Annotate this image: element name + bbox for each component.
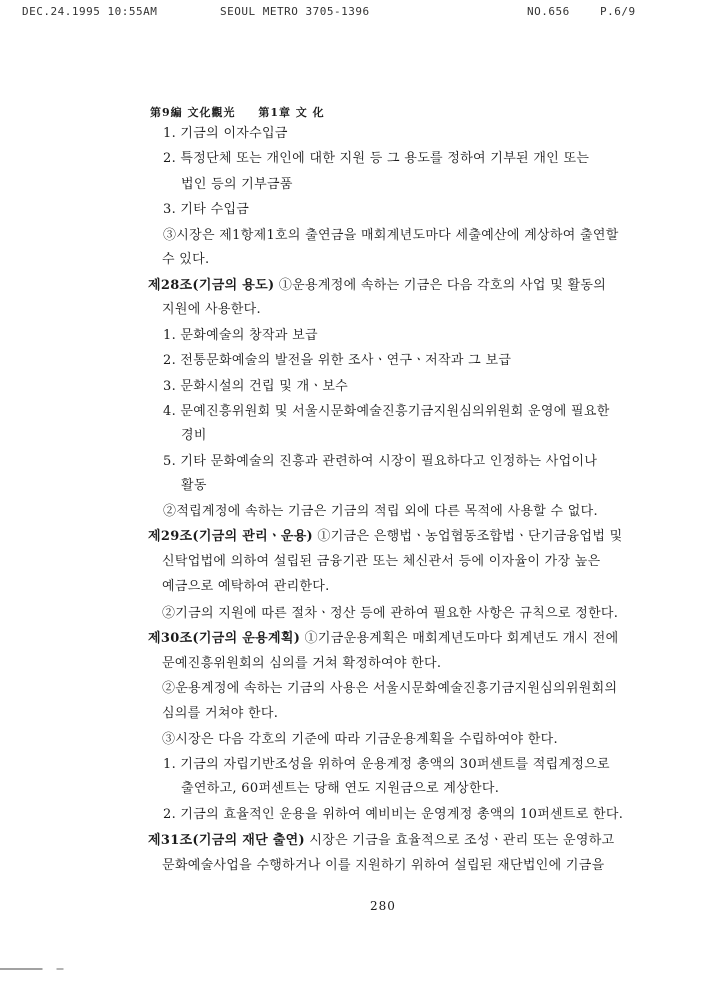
article-line: 제30조(기금의 운용계획) ①기금운용계획은 매회계년도마다 회계년도 개시 전에	[148, 631, 619, 646]
text-line: 문화예술사업을 수행하거나 이를 지원하기 위하여 설립된 재단법인에 기금을	[162, 858, 605, 873]
article-line: 제31조(기금의 재단 출연) 시장은 기금을 효율적으로 조성ㆍ관리 또는 운영하고	[148, 833, 615, 848]
text-line: 1. 기금의 자립기반조성을 위하여 운용계정 총액의 30퍼센트를 적립계정으로	[163, 757, 610, 772]
text-line: 1. 문화예술의 창작과 보급	[163, 328, 318, 343]
text-line: 3. 문화시설의 건립 및 개ㆍ보수	[163, 379, 349, 394]
fax-date-time: DEC.24.1995 10:55AM	[22, 5, 158, 18]
article-heading: 제29조(기금의 관리ㆍ운용)	[148, 529, 313, 544]
text-line: 신탁업법에 의하여 설립된 금융기관 또는 체신관서 등에 이자율이 가장 높은	[162, 554, 601, 569]
text-line: 4. 문예진흥위원회 및 서울시문화예술진흥기금지원심의위원회 운영에 필요한	[163, 404, 610, 419]
article-heading: 제31조(기금의 재단 출연)	[148, 833, 305, 848]
text-line: ②적립계정에 속하는 기금은 기금의 적립 외에 다른 목적에 사용할 수 없다.	[163, 504, 598, 519]
text-line: 문예진흥위원회의 심의를 거쳐 확정하여야 한다.	[162, 656, 442, 671]
text-line: 수 있다.	[162, 252, 210, 267]
running-head-part: 第9編 文化觀光	[150, 106, 236, 119]
text-line: 5. 기타 문화예술의 진흥과 관련하여 시장이 필요하다고 인정하는 사업이나	[163, 454, 598, 469]
text-line: ②기금의 지원에 따른 절차ㆍ정산 등에 관하여 필요한 사항은 규칙으로 정한다.	[162, 606, 619, 621]
text-line: 1. 기금의 이자수입금	[163, 126, 288, 141]
running-head	[150, 104, 343, 120]
text-line: 2. 기금의 효율적인 운용을 위하여 예비비는 운영계정 총액의 10퍼센트로 한다.	[163, 807, 624, 822]
fax-header	[0, 5, 706, 21]
article-heading: 제28조(기금의 용도)	[148, 278, 275, 293]
text-line: 2. 전통문화예술의 발전을 위한 조사ㆍ연구ㆍ저작과 그 보급	[163, 353, 512, 368]
text-line: ②운용계정에 속하는 기금의 사용은 서울시문화예술진흥기금지원심의위원회의	[162, 681, 618, 696]
fax-number: NO.656	[527, 5, 570, 18]
text-line: 3. 기타 수입금	[163, 202, 250, 217]
text-line: 2. 특정단체 또는 개인에 대한 지원 등 그 용도를 정하여 기부된 개인 또는	[163, 151, 590, 166]
text-line: 법인 등의 기부금품	[181, 177, 293, 192]
article-heading: 제30조(기금의 운용계획)	[148, 631, 301, 646]
text-line: 예금으로 예탁하여 관리한다.	[162, 579, 330, 594]
text-line: 경비	[181, 428, 207, 443]
text-line: ③시장은 제1항제1호의 출연금을 매회계년도마다 세출예산에 계상하여 출연할	[163, 228, 619, 243]
fax-sender: SEOUL METRO 3705-1396	[220, 5, 370, 18]
text-line: 출연하고, 60퍼센트는 당해 연도 지원금으로 계상한다.	[181, 781, 500, 796]
scan-artifact-line	[0, 968, 706, 970]
fax-page: P.6/9	[600, 5, 636, 18]
text-line: 활동	[181, 478, 207, 493]
running-head-chapter: 第1章 文 化	[258, 106, 325, 119]
article-line: 제29조(기금의 관리ㆍ운용) ①기금은 은행법ㆍ농업협동조합법ㆍ단기금융업법 및	[148, 529, 623, 544]
article-line: 제28조(기금의 용도) ①운용계정에 속하는 기금은 다음 각호의 사업 및 활동의	[148, 278, 607, 293]
text-line: 지원에 사용한다.	[162, 302, 261, 317]
page-number: 280	[370, 899, 396, 913]
text-line: ③시장은 다음 각호의 기준에 따라 기금운용계획을 수립하여야 한다.	[162, 732, 558, 747]
text-line: 심의를 거쳐야 한다.	[162, 706, 279, 721]
